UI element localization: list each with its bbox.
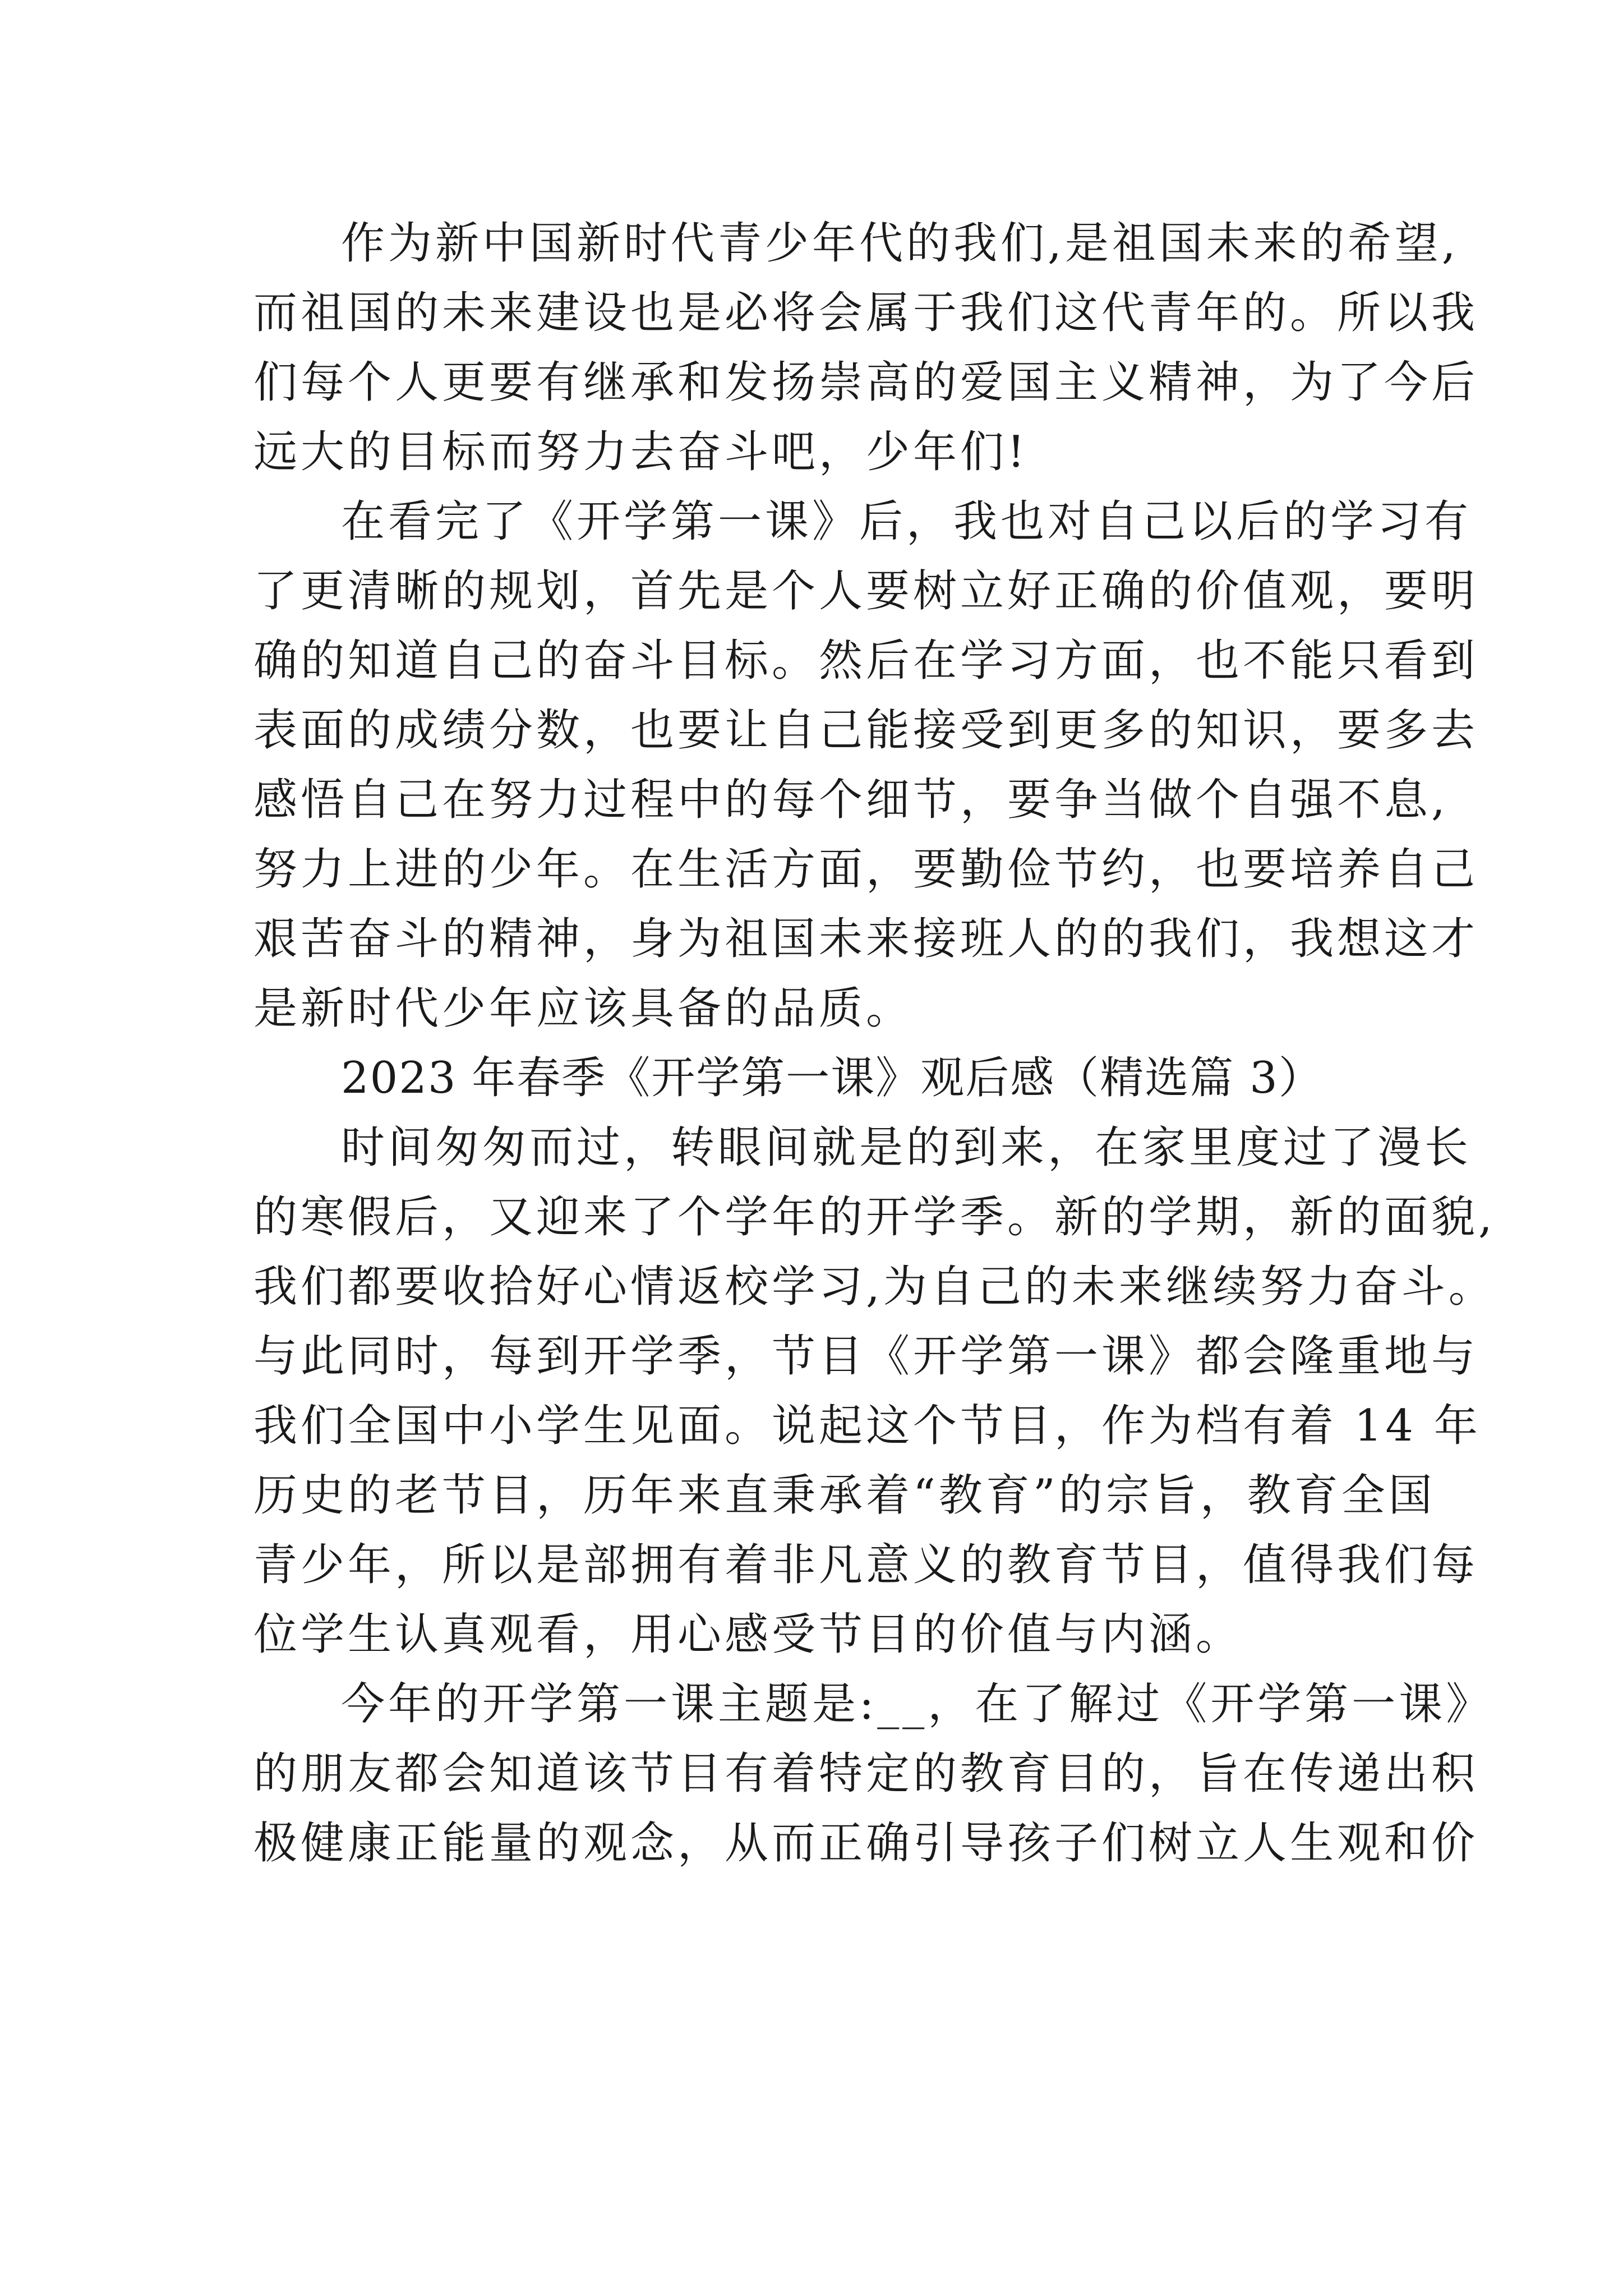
text-line: 远大的目标而努力去奋斗吧，少年们! <box>253 427 1029 477</box>
text-line: 确的知道自己的奋斗目标。然后在学习方面，也不能只看到 <box>253 636 1479 686</box>
text-line: 的寒假后，又迎来了个学年的开学季。新的学期，新的面貌, <box>253 1192 1496 1243</box>
text-line: 极健康正能量的观念，从而正确引导孩子们树立人生观和价 <box>253 1818 1479 1869</box>
text-line: 艰苦奋斗的精神，身为祖国未来接班人的的我们，我想这才 <box>253 914 1479 964</box>
text-line: 了更清晰的规划，首先是个人要树立好正确的价值观，要明 <box>253 566 1479 616</box>
text-line: 历史的老节目，历年来直秉承着“教育”的宗旨，教育全国 <box>253 1470 1436 1521</box>
text-line: 而祖国的未来建设也是必将会属于我们这代青年的。所以我 <box>253 288 1479 338</box>
text-line: 感悟自己在努力过程中的每个细节，要争当做个自强不息, <box>253 775 1449 825</box>
text-line: 的朋友都会知道该节目有着特定的教育目的，旨在传递出积 <box>253 1749 1479 1799</box>
text-line: 我们全国中小学生见面。说起这个节目，作为档有着 14 年 <box>253 1401 1481 1451</box>
text-line: 我们都要收拾好心情返校学习,为自己的未来继续努力奋斗。 <box>253 1262 1496 1312</box>
text-line: 青少年，所以是部拥有着非凡意义的教育节目，值得我们每 <box>253 1540 1479 1590</box>
section-heading: 2023 年春季《开学第一课》观后感（精选篇 3） <box>341 1053 1324 1103</box>
text-line: 表面的成绩分数，也要让自己能接受到更多的知识，要多去 <box>253 705 1479 756</box>
text-line: 时间匆匆而过，转眼间就是的到来，在家里度过了漫长 <box>341 1122 1472 1173</box>
document-body <box>253 209 1496 1878</box>
text-line: 们每个人更要有继承和发扬崇高的爱国主义精神，为了今后 <box>253 357 1479 408</box>
text-line: 是新时代少年应该具备的品质。 <box>253 983 914 1034</box>
text-line: 位学生认真观看，用心感受节目的价值与内涵。 <box>253 1609 1243 1660</box>
text-line: 努力上进的少年。在生活方面，要勤俭节约，也要培养自己 <box>253 844 1479 895</box>
text-line: 作为新中国新时代青少年代的我们,是祖国未来的希望, <box>341 218 1459 269</box>
text-line: 在看完了《开学第一课》后，我也对自己以后的学习有 <box>341 496 1472 547</box>
text-line: 今年的开学第一课主题是:__，在了解过《开学第一课》 <box>341 1679 1493 1729</box>
text-line: 与此同时，每到开学季，节目《开学第一课》都会隆重地与 <box>253 1331 1479 1382</box>
